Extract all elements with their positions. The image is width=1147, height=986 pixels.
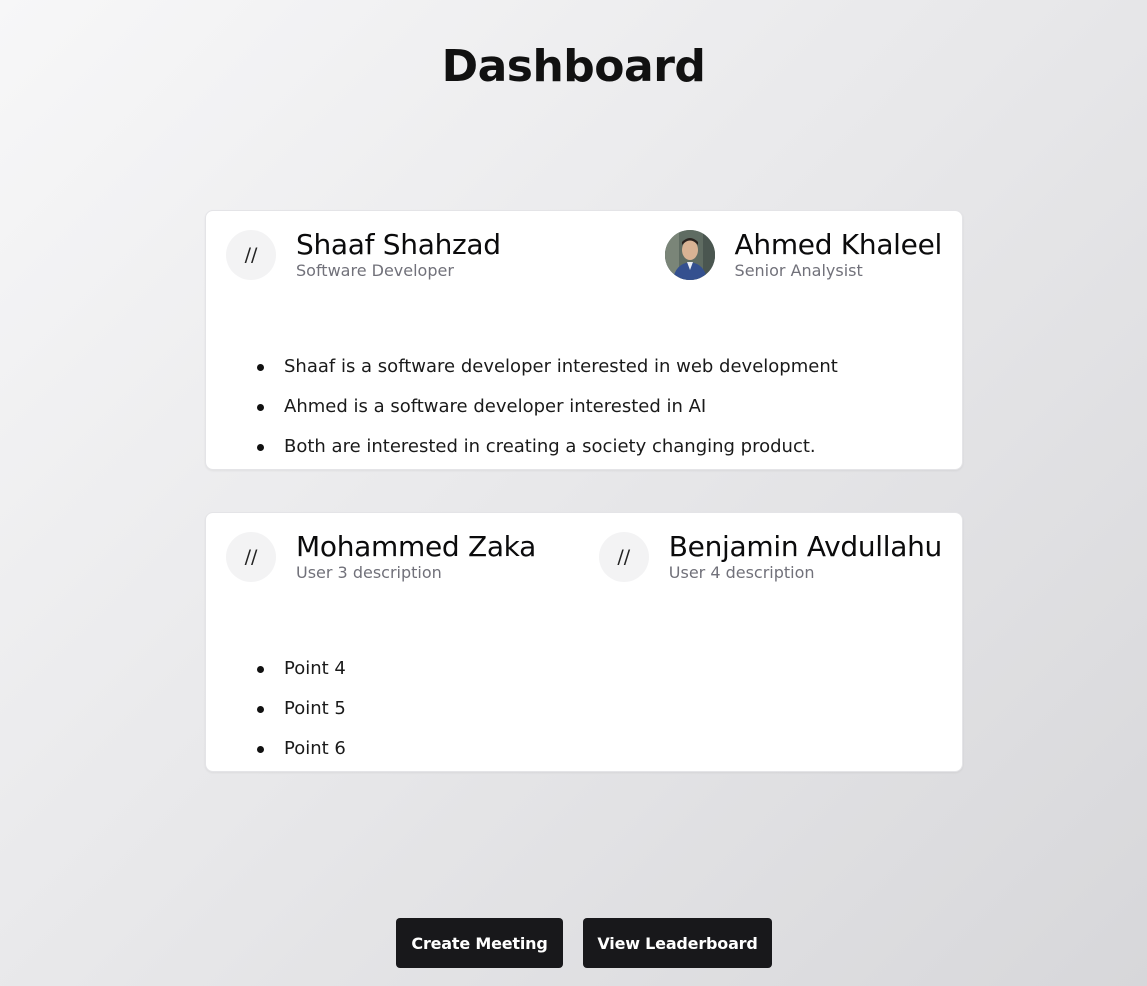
list-item: Point 5 bbox=[284, 689, 346, 729]
user-name: Shaaf Shahzad bbox=[296, 228, 501, 261]
avatar-photo bbox=[665, 230, 715, 280]
avatar-placeholder: // bbox=[226, 532, 276, 582]
avatar-placeholder: // bbox=[226, 230, 276, 280]
user-shaaf-shahzad bbox=[226, 229, 501, 281]
user-role: Software Developer bbox=[296, 261, 454, 280]
user-benjamin-avdullahu bbox=[599, 531, 942, 583]
list-item: Ahmed is a software developer interested in AI bbox=[284, 387, 838, 427]
user-pair-card bbox=[205, 512, 963, 772]
list-item: Shaaf is a software developer interested in web development bbox=[284, 347, 838, 387]
user-ahmed-khaleel bbox=[665, 229, 942, 281]
user-role: Senior Analysist bbox=[734, 261, 863, 280]
user-name: Benjamin Avdullahu bbox=[668, 530, 942, 563]
user-pair-card bbox=[205, 210, 963, 470]
page-title: Dashboard bbox=[441, 41, 706, 92]
list-item: Both are interested in creating a society changing product. bbox=[284, 427, 838, 467]
user-role: User 4 description bbox=[668, 563, 815, 582]
list-item: Point 4 bbox=[284, 649, 346, 689]
user-name: Mohammed Zaka bbox=[296, 530, 536, 563]
user-role: User 3 description bbox=[296, 563, 442, 582]
person-photo-icon bbox=[665, 230, 715, 280]
view-leaderboard-button[interactable]: View Leaderboard bbox=[583, 918, 772, 968]
create-meeting-button[interactable]: Create Meeting bbox=[396, 918, 563, 968]
user-mohammed-zaka bbox=[226, 531, 536, 583]
avatar-placeholder: // bbox=[599, 532, 649, 582]
points-list bbox=[284, 649, 346, 769]
user-name: Ahmed Khaleel bbox=[734, 228, 942, 261]
list-item: Point 6 bbox=[284, 729, 346, 769]
points-list bbox=[284, 347, 838, 467]
